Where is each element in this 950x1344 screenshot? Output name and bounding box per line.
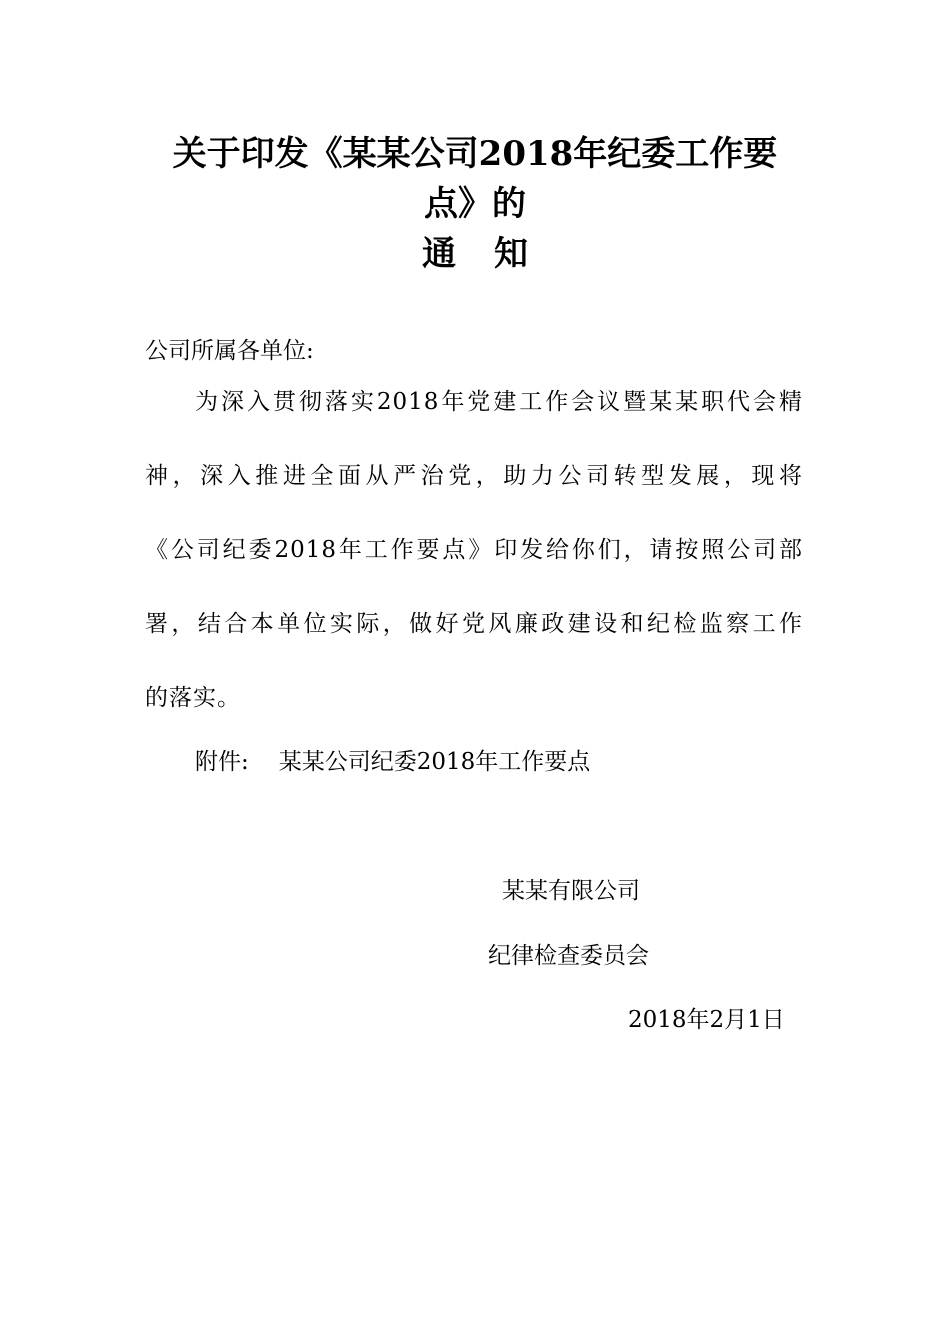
body-line: 《公司纪委2018年工作要点》印发给你们，请按照公司部 <box>145 537 803 563</box>
title-line-1: 关于印发《某某公司2018年纪委工作要 <box>172 134 778 174</box>
title-word-zhi: 知 <box>494 234 528 274</box>
body-line: 神，深入推进全面从严治党，助力公司转型发展，现将 <box>145 463 803 489</box>
signature-date: 2018年2月1日 <box>628 1007 785 1033</box>
attachment-label: 附件: <box>195 749 249 775</box>
title-line-2: 点》的 <box>424 184 526 224</box>
body-line: 为深入贯彻落实2018年党建工作会议暨某某职代会精 <box>195 389 803 415</box>
body-line: 署，结合本单位实际，做好党风廉政建设和纪检监察工作 <box>145 611 803 637</box>
attachment <box>195 747 590 777</box>
attachment-value: 某某公司纪委2018年工作要点 <box>278 749 591 775</box>
title-line-3 <box>120 234 830 274</box>
salutation: 公司所属各单位: <box>145 338 314 364</box>
signature-org: 某某有限公司 <box>502 878 640 904</box>
signature-dept: 纪律检查委员会 <box>488 943 649 969</box>
body-line: 的落实。 <box>145 685 241 711</box>
title-word-tong: 通 <box>422 234 456 274</box>
